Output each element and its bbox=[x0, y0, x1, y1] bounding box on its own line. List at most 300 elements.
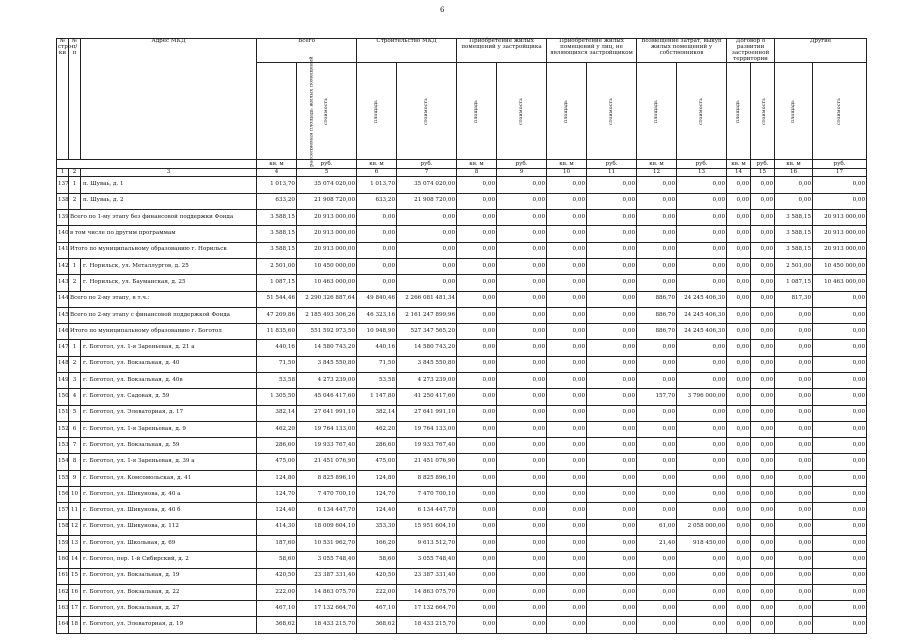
row-value: 0,00 bbox=[587, 324, 637, 340]
row-value: 0,00 bbox=[497, 438, 547, 454]
row-value: 420,50 bbox=[357, 568, 397, 584]
row-value: 886,70 bbox=[637, 307, 677, 323]
table-row bbox=[57, 584, 867, 600]
row-value: 0,00 bbox=[727, 601, 751, 617]
row-value: 0,00 bbox=[497, 584, 547, 600]
column-numbers-row bbox=[57, 169, 867, 177]
header-other: Другие bbox=[775, 39, 867, 63]
subheader-cost: стоимость bbox=[813, 63, 867, 160]
row-pp: 11 bbox=[69, 503, 81, 519]
row-value: 0,00 bbox=[497, 340, 547, 356]
unit-cell: руб. bbox=[497, 160, 547, 169]
row-value: 58,60 bbox=[257, 552, 297, 568]
row-value: 0,00 bbox=[497, 291, 547, 307]
row-value: 15 951 604,10 bbox=[397, 519, 457, 535]
row-value: 0,00 bbox=[813, 193, 867, 209]
column-number: 6 bbox=[357, 169, 397, 177]
row-value: 2 501,00 bbox=[775, 258, 813, 274]
row-pp: 10 bbox=[69, 487, 81, 503]
row-value: 0,00 bbox=[497, 454, 547, 470]
row-value: 3 588,15 bbox=[257, 210, 297, 226]
row-value: 24 245 406,30 bbox=[677, 307, 727, 323]
table-row bbox=[57, 356, 867, 372]
unit-cell: кв. м bbox=[547, 160, 587, 169]
row-value: 166,20 bbox=[357, 535, 397, 551]
row-number: 163 bbox=[57, 601, 69, 617]
row-value: 0,00 bbox=[457, 307, 497, 323]
row-value: 0,00 bbox=[547, 389, 587, 405]
row-value: 1 147,80 bbox=[357, 389, 397, 405]
row-number: 139 bbox=[57, 210, 69, 226]
column-number: 11 bbox=[587, 169, 637, 177]
row-value: 0,00 bbox=[457, 226, 497, 242]
row-value: 23 387 331,40 bbox=[297, 568, 357, 584]
row-value: 0,00 bbox=[775, 356, 813, 372]
row-value: 0,00 bbox=[751, 617, 775, 633]
row-value: 0,00 bbox=[775, 535, 813, 551]
row-value: 0,00 bbox=[457, 421, 497, 437]
row-value: 0,00 bbox=[637, 193, 677, 209]
row-pp: 2 bbox=[69, 193, 81, 209]
row-value: 0,00 bbox=[727, 405, 751, 421]
row-value: 0,00 bbox=[677, 226, 727, 242]
table-row bbox=[57, 307, 867, 323]
row-number: 142 bbox=[57, 258, 69, 274]
table-row bbox=[57, 454, 867, 470]
row-value: 0,00 bbox=[677, 177, 727, 193]
row-value: 0,00 bbox=[547, 242, 587, 258]
row-value: 0,00 bbox=[813, 487, 867, 503]
table-row bbox=[57, 552, 867, 568]
row-value: 0,00 bbox=[497, 470, 547, 486]
table-row bbox=[57, 487, 867, 503]
row-value: 19 764 133,00 bbox=[397, 421, 457, 437]
row-value: 0,00 bbox=[497, 389, 547, 405]
row-value: 0,00 bbox=[775, 373, 813, 389]
row-value: 286,60 bbox=[357, 438, 397, 454]
row-value: 0,00 bbox=[727, 617, 751, 633]
row-value: 71,50 bbox=[257, 356, 297, 372]
row-value: 551 592 973,50 bbox=[297, 324, 357, 340]
row-value: 0,00 bbox=[727, 373, 751, 389]
row-value: 7 470 700,10 bbox=[397, 487, 457, 503]
row-value: 4 273 239,00 bbox=[297, 373, 357, 389]
row-value: 382,14 bbox=[357, 405, 397, 421]
row-value: 27 641 991,10 bbox=[397, 405, 457, 421]
header-pp: № п/п bbox=[69, 39, 81, 160]
row-value: 0,00 bbox=[751, 421, 775, 437]
row-value: 0,00 bbox=[457, 617, 497, 633]
row-address: г. Боготол, ул. Вокзальная, д. 40в bbox=[81, 373, 257, 389]
row-value: 0,00 bbox=[775, 389, 813, 405]
row-value: 0,00 bbox=[775, 324, 813, 340]
row-value: 53,58 bbox=[357, 373, 397, 389]
table-row bbox=[57, 568, 867, 584]
row-value: 0,00 bbox=[547, 454, 587, 470]
row-number: 161 bbox=[57, 568, 69, 584]
row-value: 0,00 bbox=[637, 421, 677, 437]
unit-cell: кв. м bbox=[357, 160, 397, 169]
row-pp: 13 bbox=[69, 535, 81, 551]
table-row bbox=[57, 210, 867, 226]
column-number: 8 bbox=[457, 169, 497, 177]
row-address: п. Шуваь, д. 2 bbox=[81, 193, 257, 209]
row-value: 0,00 bbox=[397, 210, 457, 226]
table-row bbox=[57, 373, 867, 389]
row-value: 0,00 bbox=[751, 470, 775, 486]
row-value: 0,00 bbox=[457, 356, 497, 372]
row-value: 0,00 bbox=[587, 519, 637, 535]
row-value: 0,00 bbox=[751, 503, 775, 519]
row-value: 0,00 bbox=[547, 503, 587, 519]
subheader-area-total: расселяемая площадь жилых помещений bbox=[257, 63, 297, 160]
row-value: 0,00 bbox=[457, 519, 497, 535]
row-value: 886,70 bbox=[637, 291, 677, 307]
row-value: 47 209,86 bbox=[257, 307, 297, 323]
row-value: 3 588,15 bbox=[257, 226, 297, 242]
row-value: 124,80 bbox=[257, 470, 297, 486]
row-address: Всего по 1-му этапу без финансовой поддержки Фонда bbox=[69, 210, 257, 226]
table-row bbox=[57, 535, 867, 551]
row-value: 0,00 bbox=[457, 438, 497, 454]
row-value: 3 588,15 bbox=[257, 242, 297, 258]
units-row bbox=[57, 160, 867, 169]
row-pp: 15 bbox=[69, 568, 81, 584]
row-number: 160 bbox=[57, 552, 69, 568]
row-number: 157 bbox=[57, 503, 69, 519]
row-value: 353,30 bbox=[357, 519, 397, 535]
row-value: 17 132 664,70 bbox=[297, 601, 357, 617]
row-value: 0,00 bbox=[677, 258, 727, 274]
row-value: 0,00 bbox=[547, 340, 587, 356]
column-number: 7 bbox=[397, 169, 457, 177]
row-value: 0,00 bbox=[751, 601, 775, 617]
row-value: 24 245 406,30 bbox=[677, 291, 727, 307]
unit-cell: руб. bbox=[297, 160, 357, 169]
row-address: г. Боготол, ул. Вокзальная, д. 40 bbox=[81, 356, 257, 372]
header-row-number: № стро-ки bbox=[57, 39, 69, 160]
table-row bbox=[57, 226, 867, 242]
row-value: 45 046 417,60 bbox=[297, 389, 357, 405]
row-number: 156 bbox=[57, 487, 69, 503]
row-value: 0,00 bbox=[813, 470, 867, 486]
row-value: 0,00 bbox=[457, 210, 497, 226]
row-value: 0,00 bbox=[727, 307, 751, 323]
row-value: 0,00 bbox=[587, 552, 637, 568]
row-value: 20 913 000,00 bbox=[813, 210, 867, 226]
row-value: 0,00 bbox=[587, 226, 637, 242]
row-address: г. Боготол, ул. Элеваторная, д. 19 bbox=[81, 617, 257, 633]
row-value: 0,00 bbox=[813, 421, 867, 437]
header-address: Адрес МКД bbox=[81, 39, 257, 160]
row-value: 0,00 bbox=[587, 307, 637, 323]
row-value: 0,00 bbox=[587, 454, 637, 470]
page-number: 6 bbox=[440, 6, 445, 14]
row-value: 49 840,46 bbox=[357, 291, 397, 307]
header-construction: Строительство МКД bbox=[357, 39, 457, 63]
row-value: 0,00 bbox=[587, 617, 637, 633]
row-value: 0,00 bbox=[677, 275, 727, 291]
row-value: 0,00 bbox=[727, 487, 751, 503]
row-value: 21 451 076,90 bbox=[297, 454, 357, 470]
row-value: 0,00 bbox=[775, 177, 813, 193]
row-value: 3 588,15 bbox=[775, 226, 813, 242]
row-value: 0,00 bbox=[751, 193, 775, 209]
row-number: 146 bbox=[57, 324, 69, 340]
row-address: г. Боготол, ул. 1-я Зареньевая, д. 39 а bbox=[81, 454, 257, 470]
row-value: 0,00 bbox=[587, 210, 637, 226]
table-body bbox=[57, 177, 867, 633]
row-value: 41 250 417,60 bbox=[397, 389, 457, 405]
table-row bbox=[57, 421, 867, 437]
row-number: 162 bbox=[57, 584, 69, 600]
header-acquire-developer: Приобретение жилых помещений у застройщика bbox=[457, 39, 547, 63]
row-value: 4 273 239,00 bbox=[397, 373, 457, 389]
row-value: 420,50 bbox=[257, 568, 297, 584]
row-address: г. Боготол, ул. Шикунова, д. 40 б bbox=[81, 503, 257, 519]
row-value: 0,00 bbox=[547, 405, 587, 421]
row-number: 164 bbox=[57, 617, 69, 633]
row-value: 0,00 bbox=[813, 584, 867, 600]
subheader-cost: стоимость bbox=[497, 63, 547, 160]
row-value: 440,16 bbox=[357, 340, 397, 356]
row-address: г. Боготол, ул. Шикунова, д. 112 bbox=[81, 519, 257, 535]
row-value: 0,00 bbox=[547, 519, 587, 535]
row-value: 0,00 bbox=[727, 519, 751, 535]
row-value: 124,40 bbox=[257, 503, 297, 519]
row-value: 157,70 bbox=[637, 389, 677, 405]
header-total: Всего bbox=[257, 39, 357, 63]
row-value: 14 863 075,70 bbox=[297, 584, 357, 600]
row-value: 0,00 bbox=[775, 601, 813, 617]
row-value: 0,00 bbox=[547, 356, 587, 372]
row-value: 0,00 bbox=[547, 291, 587, 307]
table-row bbox=[57, 389, 867, 405]
row-value: 0,00 bbox=[587, 568, 637, 584]
row-value: 0,00 bbox=[751, 226, 775, 242]
row-value: 0,00 bbox=[637, 617, 677, 633]
row-value: 0,00 bbox=[637, 275, 677, 291]
row-value: 0,00 bbox=[727, 291, 751, 307]
row-value: 20 913 000,00 bbox=[297, 210, 357, 226]
row-value: 0,00 bbox=[813, 568, 867, 584]
unit-cell: кв. м bbox=[257, 160, 297, 169]
row-value: 414,30 bbox=[257, 519, 297, 535]
row-value: 0,00 bbox=[813, 324, 867, 340]
row-value: 46 323,16 bbox=[357, 307, 397, 323]
row-value: 0,00 bbox=[637, 258, 677, 274]
row-number: 152 bbox=[57, 421, 69, 437]
row-value: 0,00 bbox=[813, 535, 867, 551]
row-value: 0,00 bbox=[457, 503, 497, 519]
header-compensation: Возмещение затрат, выкуп жилых помещений у собственников bbox=[637, 39, 727, 63]
row-value: 462,20 bbox=[357, 421, 397, 437]
row-value: 6 134 447,70 bbox=[297, 503, 357, 519]
row-value: 0,00 bbox=[497, 193, 547, 209]
row-value: 3 796 000,00 bbox=[677, 389, 727, 405]
column-number: 1 bbox=[57, 169, 69, 177]
row-value: 0,00 bbox=[587, 421, 637, 437]
row-pp: 1 bbox=[69, 258, 81, 274]
row-value: 0,00 bbox=[637, 210, 677, 226]
row-value: 0,00 bbox=[397, 258, 457, 274]
row-value: 0,00 bbox=[457, 552, 497, 568]
row-value: 0,00 bbox=[397, 226, 457, 242]
row-value: 18 433 215,70 bbox=[397, 617, 457, 633]
row-value: 0,00 bbox=[727, 242, 751, 258]
row-value: 0,00 bbox=[751, 568, 775, 584]
row-value: 0,00 bbox=[637, 601, 677, 617]
row-value: 0,00 bbox=[547, 226, 587, 242]
row-value: 124,70 bbox=[257, 487, 297, 503]
row-value: 0,00 bbox=[677, 193, 727, 209]
subheader-area: площадь bbox=[357, 63, 397, 160]
row-value: 0,00 bbox=[751, 242, 775, 258]
row-value: 0,00 bbox=[813, 177, 867, 193]
row-address: г. Боготол, ул. 1-я Зареньевая, д. 9 bbox=[81, 421, 257, 437]
unit-cell: кв. м bbox=[775, 160, 813, 169]
row-number: 149 bbox=[57, 373, 69, 389]
row-value: 0,00 bbox=[751, 291, 775, 307]
row-value: 3 588,15 bbox=[775, 242, 813, 258]
row-pp: 2 bbox=[69, 356, 81, 372]
row-address: г. Боготол, ул. Вокзальная, д. 27 bbox=[81, 601, 257, 617]
row-value: 0,00 bbox=[727, 210, 751, 226]
row-value: 0,00 bbox=[637, 340, 677, 356]
row-address: г. Норильск, ул. Бауманская, д. 25 bbox=[81, 275, 257, 291]
row-value: 2 058 000,00 bbox=[677, 519, 727, 535]
row-value: 1 087,15 bbox=[257, 275, 297, 291]
row-value: 0,00 bbox=[497, 601, 547, 617]
row-value: 0,00 bbox=[637, 438, 677, 454]
row-value: 0,00 bbox=[547, 601, 587, 617]
row-value: 0,00 bbox=[457, 258, 497, 274]
row-value: 0,00 bbox=[547, 470, 587, 486]
row-value: 27 641 991,10 bbox=[297, 405, 357, 421]
row-value: 0,00 bbox=[677, 454, 727, 470]
row-value: 10 450 000,00 bbox=[813, 258, 867, 274]
row-value: 0,00 bbox=[547, 324, 587, 340]
row-value: 0,00 bbox=[497, 405, 547, 421]
row-value: 1 087,15 bbox=[775, 275, 813, 291]
row-value: 0,00 bbox=[357, 258, 397, 274]
row-value: 0,00 bbox=[497, 552, 547, 568]
row-pp: 18 bbox=[69, 617, 81, 633]
row-value: 0,00 bbox=[775, 193, 813, 209]
row-value: 0,00 bbox=[457, 275, 497, 291]
row-value: 368,62 bbox=[357, 617, 397, 633]
row-value: 0,00 bbox=[677, 601, 727, 617]
row-pp: 17 bbox=[69, 601, 81, 617]
row-value: 0,00 bbox=[497, 307, 547, 323]
row-value: 0,00 bbox=[813, 307, 867, 323]
table-row bbox=[57, 193, 867, 209]
row-value: 3 588,15 bbox=[775, 210, 813, 226]
row-value: 0,00 bbox=[751, 307, 775, 323]
column-number: 5 bbox=[297, 169, 357, 177]
row-value: 0,00 bbox=[727, 275, 751, 291]
table-row bbox=[57, 177, 867, 193]
row-value: 0,00 bbox=[587, 258, 637, 274]
row-value: 0,00 bbox=[457, 193, 497, 209]
subheader-area: площадь bbox=[547, 63, 587, 160]
table-row bbox=[57, 617, 867, 633]
table-row bbox=[57, 324, 867, 340]
row-number: 143 bbox=[57, 275, 69, 291]
subheader-cost: стоимость bbox=[677, 63, 727, 160]
row-value: 10 463 000,00 bbox=[813, 275, 867, 291]
row-value: 0,00 bbox=[497, 535, 547, 551]
row-value: 124,40 bbox=[357, 503, 397, 519]
row-value: 14 580 743,20 bbox=[397, 340, 457, 356]
row-value: 0,00 bbox=[587, 373, 637, 389]
row-value: 440,16 bbox=[257, 340, 297, 356]
subheader-cost: стоимость bbox=[587, 63, 637, 160]
table-row bbox=[57, 242, 867, 258]
column-number: 12 bbox=[637, 169, 677, 177]
row-value: 0,00 bbox=[775, 503, 813, 519]
row-value: 0,00 bbox=[727, 568, 751, 584]
row-value: 633,20 bbox=[257, 193, 297, 209]
row-value: 0,00 bbox=[457, 568, 497, 584]
row-value: 0,00 bbox=[587, 487, 637, 503]
row-value: 0,00 bbox=[547, 177, 587, 193]
row-value: 0,00 bbox=[727, 258, 751, 274]
row-address: г. Боготол, ул. Комсомольская, д. 41 bbox=[81, 470, 257, 486]
row-value: 0,00 bbox=[457, 535, 497, 551]
row-value: 0,00 bbox=[813, 405, 867, 421]
row-value: 0,00 bbox=[751, 389, 775, 405]
row-value: 0,00 bbox=[497, 226, 547, 242]
row-number: 159 bbox=[57, 535, 69, 551]
row-value: 20 913 000,00 bbox=[813, 226, 867, 242]
row-value: 527 347 565,20 bbox=[397, 324, 457, 340]
row-value: 0,00 bbox=[637, 470, 677, 486]
row-value: 0,00 bbox=[775, 438, 813, 454]
row-value: 21 908 720,00 bbox=[297, 193, 357, 209]
row-value: 0,00 bbox=[457, 373, 497, 389]
table-row bbox=[57, 519, 867, 535]
unit-cell: кв. м bbox=[637, 160, 677, 169]
subheader-cost: стоимость bbox=[297, 63, 357, 160]
row-value: 0,00 bbox=[547, 568, 587, 584]
column-number: 14 bbox=[727, 169, 751, 177]
row-value: 0,00 bbox=[547, 275, 587, 291]
row-value: 0,00 bbox=[751, 487, 775, 503]
row-value: 124,80 bbox=[357, 470, 397, 486]
row-value: 0,00 bbox=[813, 438, 867, 454]
row-value: 0,00 bbox=[637, 552, 677, 568]
row-value: 475,00 bbox=[257, 454, 297, 470]
column-number: 4 bbox=[257, 169, 297, 177]
row-value: 0,00 bbox=[727, 324, 751, 340]
row-value: 0,00 bbox=[497, 487, 547, 503]
unit-cell: руб. bbox=[677, 160, 727, 169]
row-value: 71,50 bbox=[357, 356, 397, 372]
table-row bbox=[57, 258, 867, 274]
column-number: 3 bbox=[81, 169, 257, 177]
row-value: 3 055 748,40 bbox=[297, 552, 357, 568]
row-address: Итого по муниципальному образованию г. Боготол bbox=[69, 324, 257, 340]
row-pp: 6 bbox=[69, 421, 81, 437]
row-value: 0,00 bbox=[677, 210, 727, 226]
row-value: 0,00 bbox=[357, 242, 397, 258]
column-number: 13 bbox=[677, 169, 727, 177]
row-value: 0,00 bbox=[775, 470, 813, 486]
unit-cell: руб. bbox=[587, 160, 637, 169]
row-value: 2 161 247 899,96 bbox=[397, 307, 457, 323]
row-number: 137 bbox=[57, 177, 69, 193]
